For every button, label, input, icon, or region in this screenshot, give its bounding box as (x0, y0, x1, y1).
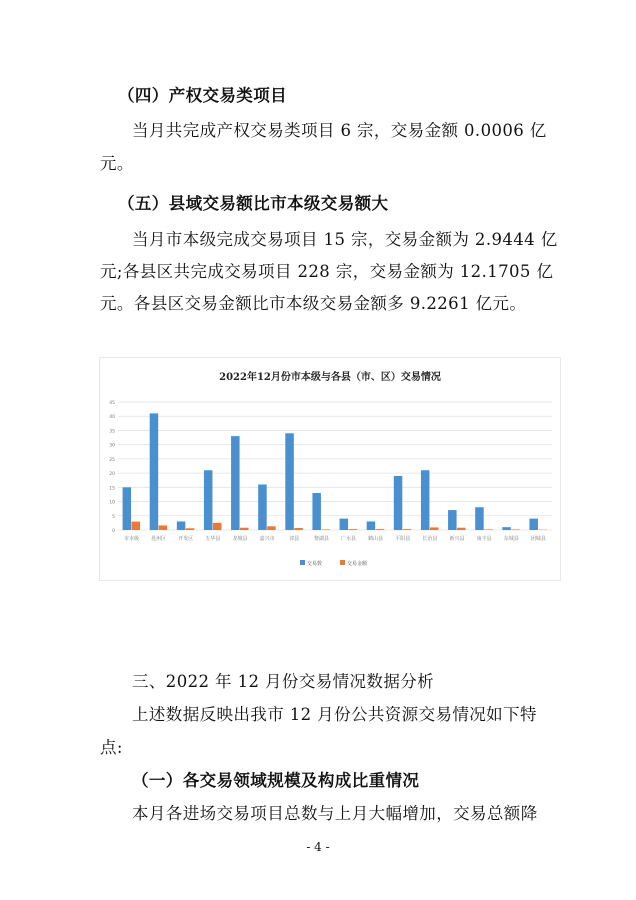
y-tick-label: 20 (109, 472, 115, 478)
x-tick-label: 龙城县 (232, 536, 248, 542)
section4-text-line2: 元。 (100, 154, 134, 173)
x-tick-label: 东城县 (503, 536, 519, 542)
x-tick-label: 平阳县 (395, 536, 411, 542)
section3-heading: 三、2022 年 12 月份交易情况数据分析 (132, 672, 435, 691)
x-tick-label: 黎湖县 (313, 536, 329, 542)
page-number: - 4 - (306, 840, 330, 854)
section3-text-line3: 本月各进场交易项目总数与上月大幅增加，交易总额降 (132, 804, 538, 823)
y-tick-label: 45 (109, 401, 115, 406)
bar-count (123, 487, 132, 530)
bar-amount (294, 528, 303, 530)
y-tick-label: 15 (109, 486, 115, 492)
section5-text-line1: 当月市本级完成交易项目 15 宗，交易金额为 2.9444 亿 (132, 230, 558, 249)
chart-container (99, 357, 561, 581)
x-tick-label: 嘉兴市 (259, 536, 275, 542)
bar-amount (321, 529, 330, 530)
legend-swatch (340, 560, 345, 565)
y-tick-label: 35 (109, 429, 115, 435)
bar-amount (457, 528, 466, 530)
x-tick-label: 邕州区 (151, 536, 167, 542)
bar-amount (484, 529, 493, 530)
bar-count (285, 433, 294, 530)
section5-heading: （五）县域交易额比市本级交易额大 (118, 194, 389, 213)
y-tick-label: 25 (109, 457, 115, 463)
x-tick-label: 鹤山县 (368, 536, 384, 542)
bar-count (177, 521, 186, 530)
bar-count (312, 493, 321, 530)
x-tick-label: 开发区 (178, 536, 194, 542)
section4-heading: （四）产权交易类项目 (118, 86, 287, 105)
bar-count (529, 519, 538, 530)
legend-label: 交易金额 (347, 561, 368, 567)
section3-subheading: （一）各交易领域规模及构成比重情况 (132, 771, 420, 790)
y-tick-label: 5 (112, 514, 115, 520)
x-tick-label: 广水县 (341, 536, 357, 542)
legend-label: 交易数 (307, 561, 323, 567)
chart-title: 2022年12月份市本级与各县（市、区）交易情况 (219, 372, 441, 383)
bar-amount (132, 522, 141, 530)
bar-amount (349, 529, 358, 530)
bar-count (150, 413, 159, 530)
legend-swatch (300, 560, 305, 565)
x-tick-label: 祁县 (289, 536, 300, 542)
bar-count (448, 510, 457, 530)
bar-amount (240, 528, 249, 530)
bar-amount (376, 529, 385, 530)
bar-count (231, 436, 240, 530)
bar-amount (430, 527, 439, 530)
y-tick-label: 30 (109, 443, 115, 449)
bar-count (475, 507, 484, 530)
x-tick-label: 新兴县 (449, 536, 465, 542)
bar-count (394, 476, 403, 530)
x-tick-label: 五华县 (205, 536, 221, 542)
x-tick-label: 南丰县 (476, 536, 492, 542)
section3-text-line1: 上述数据反映出我市 12 月份公共资源交易情况如下特 (132, 705, 537, 724)
bar-amount (511, 529, 520, 530)
bar-count (421, 470, 430, 530)
bar-amount (159, 525, 168, 530)
x-tick-label: 团城县 (530, 536, 546, 542)
section5-text-line3: 元。各县区交易金额比市本级交易金额多 9.2261 亿元。 (100, 294, 527, 313)
bar-count (258, 484, 267, 530)
section5-text-line2: 元;各县区共完成交易项目 228 宗，交易金额为 12.1705 亿 (100, 262, 554, 281)
y-tick-label: 10 (109, 500, 115, 506)
bar-amount (403, 529, 412, 530)
bar-count (502, 527, 511, 530)
bar-amount (267, 526, 276, 530)
y-tick-label: 0 (112, 529, 115, 534)
section3-text-line2: 点: (100, 738, 123, 757)
section4-text-line1: 当月共完成产权交易类项目 6 宗，交易金额 0.0006 亿 (132, 121, 547, 140)
bar-count (340, 519, 349, 530)
x-tick-label: 长治县 (422, 536, 438, 542)
y-tick-label: 40 (109, 415, 115, 421)
bar-amount (186, 528, 195, 530)
bar-count (204, 470, 213, 530)
x-tick-label: 市本级 (124, 536, 140, 542)
bar-count (367, 521, 376, 530)
bar-chart (100, 358, 560, 580)
bar-amount (213, 523, 222, 530)
